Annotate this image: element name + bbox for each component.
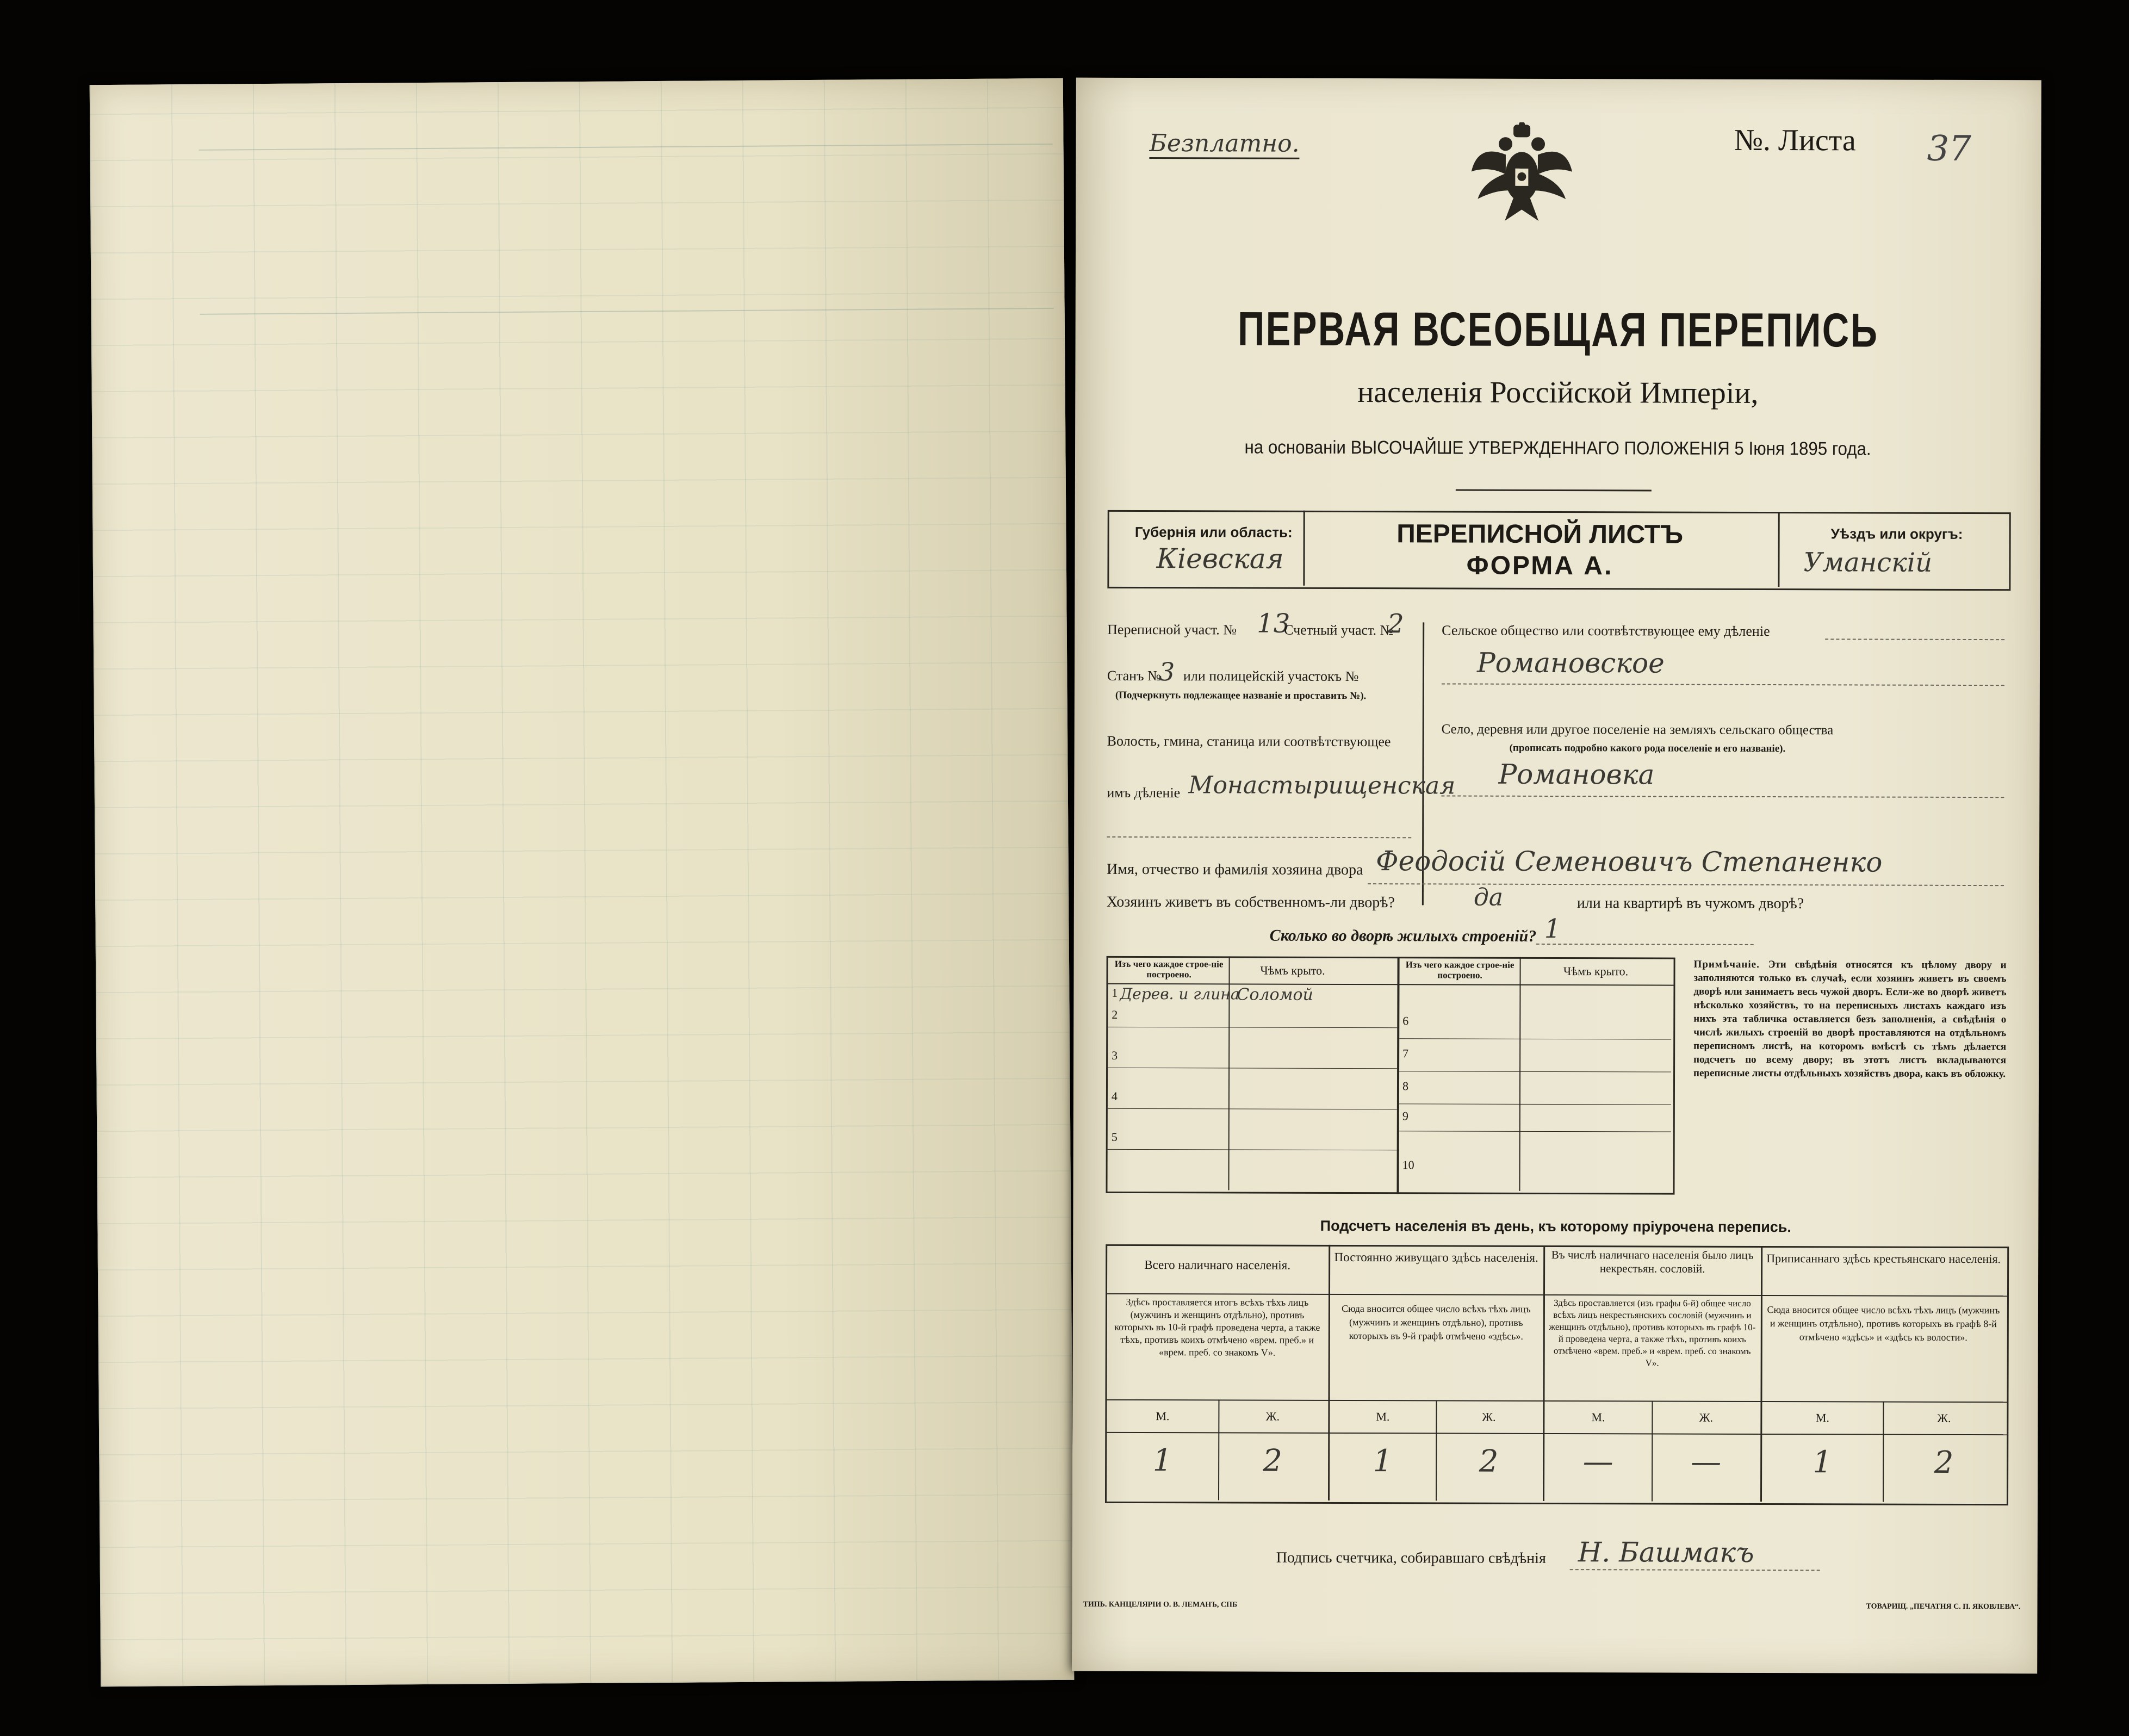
buildings-value: 1 [1544, 913, 1561, 945]
material-col-header-right: Изъ чего каждое строе-ніе построено. [1405, 959, 1514, 981]
sub-title: населенія Россійской Имперіи, [1357, 375, 1759, 410]
buildings-value-line [1536, 944, 1754, 945]
male-label: М. [1591, 1410, 1605, 1424]
count-female-value: — [1691, 1444, 1722, 1480]
volost-extra-line [1107, 836, 1411, 838]
building-row-num: 10 [1402, 1158, 1414, 1172]
male-label: М. [1156, 1409, 1170, 1423]
building-row-num: 5 [1111, 1130, 1118, 1144]
volost-value: Монастырищенская [1188, 771, 1456, 800]
society-label: Сельское общество или соотвѣтствующее ему дѣленіе [1442, 622, 1770, 640]
count-area-label: Счетный участ. № [1284, 622, 1394, 638]
roof-col-header: Чѣмъ крыто. [1260, 963, 1325, 977]
sheet-number-value: 37 [1927, 128, 1972, 169]
building-row-num: 2 [1112, 1007, 1118, 1021]
building-row-num: 4 [1111, 1089, 1118, 1103]
stan-label: Станъ № [1107, 667, 1161, 684]
count-male-value: — [1582, 1444, 1613, 1480]
count-col-head: Въ числѣ наличнаго населенія было лицъ некрестьян. сословій. [1551, 1248, 1754, 1275]
count-col-head: Приписаннаго здѣсь крестьянскаго населенія. [1766, 1251, 2001, 1266]
building-row-num: 9 [1402, 1109, 1408, 1123]
count-col-desc: Здѣсь проставляется (изъ графы 6-й) общее число всѣхъ лицъ некрестьянскихъ сословій (мужчинъ и женщинъ отдѣльно), противъ которыхъ въ графѣ 10-й проведена черта, а также тѣхъ, противъ коихъ отмѣчено «врем. преб.» и «врем. преб. со знакомъ V». [1549, 1297, 1756, 1368]
note-block [1693, 958, 2007, 1081]
basis-line: на основаніи ВЫСОЧАЙШЕ УТВЕРЖДЕННАГО ПОЛОЖЕНІЯ 5 Іюня 1895 года. [1244, 437, 1871, 460]
buildings-label: Сколько во дворѣ жилыхъ строеній? [1269, 926, 1537, 945]
male-label: М. [1815, 1411, 1829, 1425]
form-title: ПЕРЕПИСНОЙ ЛИСТЪ [1396, 519, 1684, 549]
volost-label: Волость, гмина, станица или соотвѣтствующее [1107, 733, 1391, 750]
village-value: Романовка [1498, 758, 1655, 791]
stan-value: 3 [1158, 657, 1175, 687]
count-col-head: Постоянно живущаго здѣсь населенія. [1334, 1250, 1538, 1264]
society-value: Романовское [1476, 647, 1665, 679]
count-col-desc: Сюда вносится общее число всѣхъ тѣхъ лицъ (мужчинъ и женщинъ отдѣльно), противъ которыхъ въ графѣ 8-й отмѣчено «здѣсь» и «здѣсь къ волости». [1767, 1304, 2000, 1343]
left-page [90, 78, 1075, 1687]
count-male-value: 1 [1813, 1444, 1833, 1480]
building-row-num: 6 [1402, 1014, 1409, 1028]
left-printer-mark: ТИПЬ. КАНЦЕЛЯРІИ О. В. ЛЕМАНЪ, СПБ [1083, 1600, 1238, 1609]
right-printer-mark: ТОВАРИЩ. „ПЕЧАТНЯ С. П. ЯКОВЛЕВА“. [1866, 1602, 2021, 1611]
female-label: Ж. [1265, 1409, 1280, 1423]
female-label: Ж. [1699, 1410, 1714, 1424]
count-male-value: 1 [1373, 1443, 1393, 1479]
owner-label: Имя, отчество и фамилія хозяина двора [1106, 860, 1363, 879]
building-row-roof: Соломой [1237, 985, 1313, 1005]
double-eagle-emblem [1467, 122, 1576, 226]
building-row-num: 3 [1112, 1048, 1118, 1062]
guberniya-label: Губернія или область: [1134, 523, 1293, 541]
signature-label: Подпись счетчика, собиравшаго свѣдѣнія [1276, 1549, 1546, 1567]
owner-value: Феодосій Семеновичъ Степаненко [1375, 845, 1883, 878]
count-female-value: 2 [1263, 1443, 1283, 1479]
building-row-num: 1 [1112, 985, 1118, 1000]
village-note: (прописать подробно какого рода поселеніе и его названіе). [1509, 742, 1786, 755]
count-title: Подсчетъ населенія въ день, къ которому пріурочена перепись. [1320, 1217, 1791, 1236]
free-label: Безплатно. [1149, 129, 1299, 159]
male-label: М. [1376, 1410, 1390, 1424]
building-row-material: Дерев. и глина [1120, 984, 1240, 1003]
material-col-header: Изъ чего каждое строе-ніе построено. [1114, 958, 1224, 980]
building-row-num: 8 [1402, 1079, 1409, 1093]
volost-label-2: имъ дѣленіе [1107, 784, 1181, 801]
count-area-value: 2 [1387, 609, 1404, 640]
note-text: Эти свѣдѣнія относятся къ цѣлому двору и заполняются только въ случаѣ, если хозяинъ живетъ въ своемъ дворѣ или занимаетъ весь чужой дворъ. Если-же во дворѣ живетъ нѣсколько хозяйствъ, то на переписныхъ листахъ каждаго изъ нихъ эта табличка оставляется безъ заполненія, а свѣдѣнія о числѣ жилыхъ строеній во дворѣ проставляются на отдѣльномъ переписномъ листѣ, на которомъ вмѣстѣ съ тѣмъ дѣлается подсчетъ по всему двору; въ этотъ листъ вкладываются переписные листы отдѣльныхъ хозяйствъ двора, какъ въ обложку. [1693, 959, 2007, 1080]
count-female-value: 2 [1934, 1444, 1954, 1480]
own-yard-label: Хозяинъ живетъ въ собственномъ-ли дворѣ? [1106, 893, 1395, 912]
uezd-value: Уманскій [1803, 547, 1933, 578]
owner-value-line [1368, 883, 2004, 886]
rented-label: или на квартирѣ въ чужомъ дворѣ? [1576, 895, 1804, 913]
count-col-desc: Здѣсь проставляется итогъ всѣхъ тѣхъ лицъ (мужчинъ и женщинъ отдѣльно), противъ которыхъ въ 10-й графѣ проведена черта, а также тѣхъ, противъ коихъ отмѣчено «врем. преб.» и «врем. преб. со знакомъ V». [1114, 1296, 1320, 1358]
village-value-line [1441, 795, 2004, 798]
roof-col-header-right: Чѣмъ крыто. [1563, 964, 1629, 978]
count-col-desc: Сюда вносится общее число всѣхъ тѣхъ лицъ (мужчинъ и женщинъ отдѣльно), противъ которыхъ въ 9-й графѣ отмѣчено «здѣсь». [1342, 1303, 1531, 1342]
society-value-line [1442, 683, 2004, 686]
underline-note: (Подчеркнуть подлежащее названіе и проставить №). [1115, 689, 1367, 702]
note-title: Примѣчаніе. [1693, 958, 1760, 970]
signature-value: Н. Башмакъ [1578, 1536, 1754, 1568]
uezd-label: Уѣздъ или округъ: [1830, 525, 1963, 542]
female-label: Ж. [1937, 1411, 1951, 1425]
signature-line [1570, 1569, 1820, 1571]
society-label-line [1825, 638, 2004, 640]
ornament-divider [1456, 489, 1652, 492]
census-area-label: Переписной участ. № [1107, 621, 1237, 638]
own-yard-value: да [1473, 883, 1504, 912]
count-female-value: 2 [1479, 1443, 1499, 1479]
female-label: Ж. [1482, 1410, 1496, 1424]
count-male-value: 1 [1152, 1443, 1172, 1479]
form-subtitle: ФОРМА А. [1466, 551, 1613, 581]
census-form-page [1072, 78, 2041, 1674]
guberniya-value: Кіевская [1156, 543, 1284, 575]
main-title: ПЕРВАЯ ВСЕОБЩАЯ ПЕРЕПИСЬ [1237, 301, 1879, 357]
building-row-num: 7 [1402, 1046, 1409, 1061]
census-area-value: 13 [1257, 608, 1290, 639]
police-label: или полицейскій участокъ № [1183, 668, 1359, 685]
sheet-number-label: №. Листа [1734, 123, 1856, 158]
village-label: Село, деревня или другое поселеніе на земляхъ сельскаго общества [1441, 722, 1834, 738]
count-col-head: Всего наличнаго населенія. [1144, 1258, 1291, 1272]
left-page-faint-header [199, 144, 1054, 315]
